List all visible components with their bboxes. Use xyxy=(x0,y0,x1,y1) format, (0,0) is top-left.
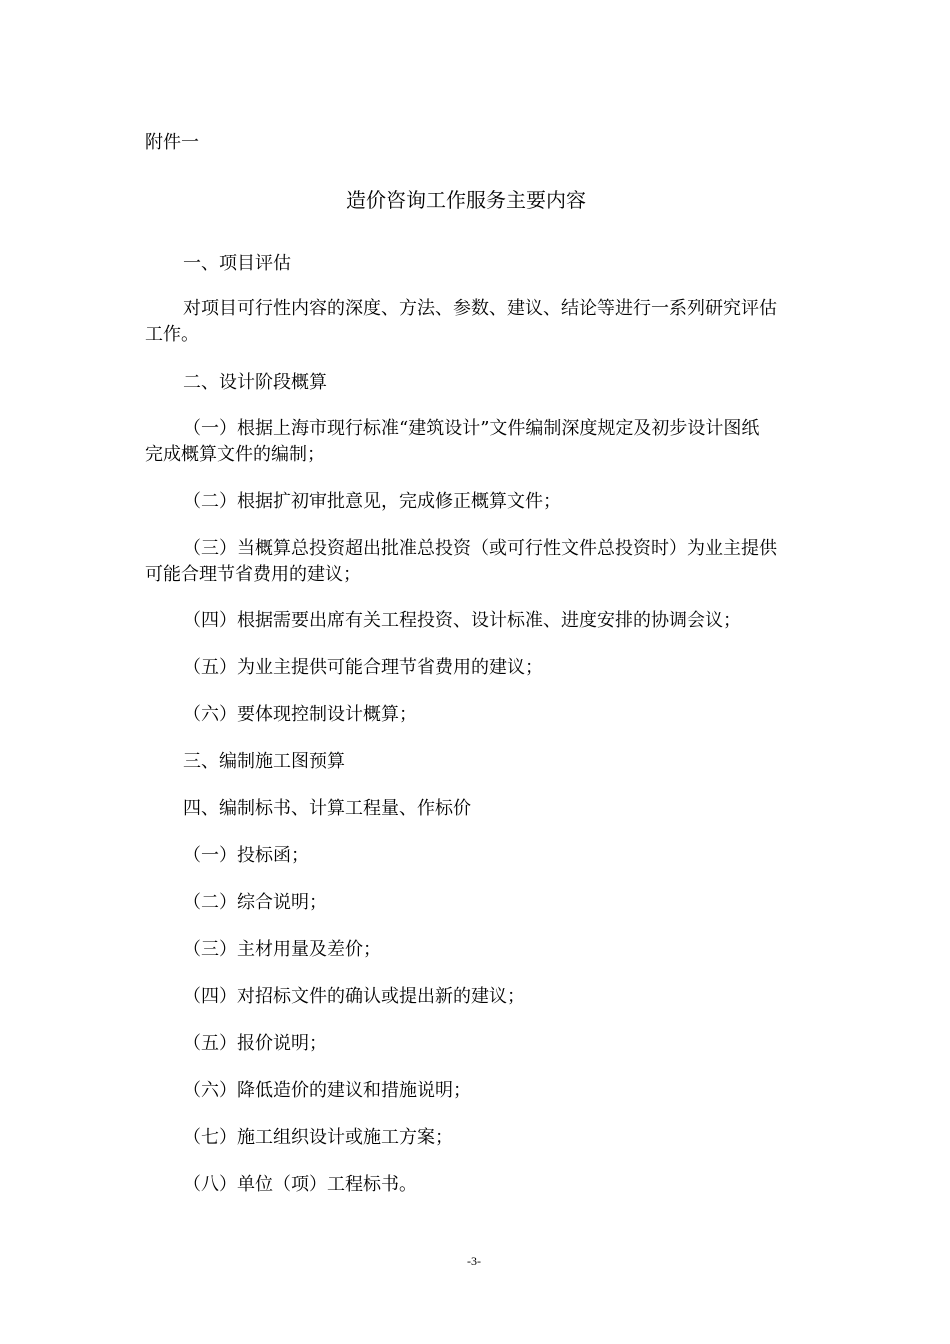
section-2-item-1-line-1: （一）根据上海市现行标准“建筑设计”文件编制深度规定及初步设计图纸 xyxy=(183,418,760,439)
section-1-paragraph-line-1: 对项目可行性内容的深度、方法、参数、建议、结论等进行一系列研究评估 xyxy=(183,298,777,319)
section-1-paragraph-line-2: 工作。 xyxy=(145,324,199,345)
section-2-item-3-line-1: （三）当概算总投资超出批准总投资（或可行性文件总投资时）为业主提供 xyxy=(183,538,777,559)
attachment-label: 附件一 xyxy=(145,132,199,153)
page-number: -3- xyxy=(467,1254,481,1268)
section-4-item: （六）降低造价的建议和措施说明； xyxy=(183,1080,471,1101)
document-title: 造价咨询工作服务主要内容 xyxy=(346,188,586,212)
section-4-item: （八）单位（项）工程标书。 xyxy=(183,1174,417,1195)
section-2-item-2: （二）根据扩初审批意见，完成修正概算文件； xyxy=(183,491,561,512)
section-2-item-5: （五）为业主提供可能合理节省费用的建议； xyxy=(183,657,543,678)
section-2-item-6: （六）要体现控制设计概算； xyxy=(183,704,417,725)
section-4-item: （二）综合说明； xyxy=(183,892,327,913)
section-heading-3: 三、编制施工图预算 xyxy=(183,751,345,772)
section-heading-1: 一、项目评估 xyxy=(183,253,291,274)
section-4-item: （一）投标函； xyxy=(183,845,309,866)
section-2-item-4: （四）根据需要出席有关工程投资、设计标准、进度安排的协调会议； xyxy=(183,610,741,631)
section-heading-4: 四、编制标书、计算工程量、作标价 xyxy=(183,798,471,819)
section-4-item: （七）施工组织设计或施工方案； xyxy=(183,1127,453,1148)
section-2-item-1-line-2: 完成概算文件的编制； xyxy=(145,444,325,465)
section-heading-2: 二、设计阶段概算 xyxy=(183,372,327,393)
section-4-item: （三）主材用量及差价； xyxy=(183,939,381,960)
section-4-item: （四）对招标文件的确认或提出新的建议； xyxy=(183,986,525,1007)
section-4-item: （五）报价说明； xyxy=(183,1033,327,1054)
section-2-item-3-line-2: 可能合理节省费用的建议； xyxy=(145,564,361,585)
